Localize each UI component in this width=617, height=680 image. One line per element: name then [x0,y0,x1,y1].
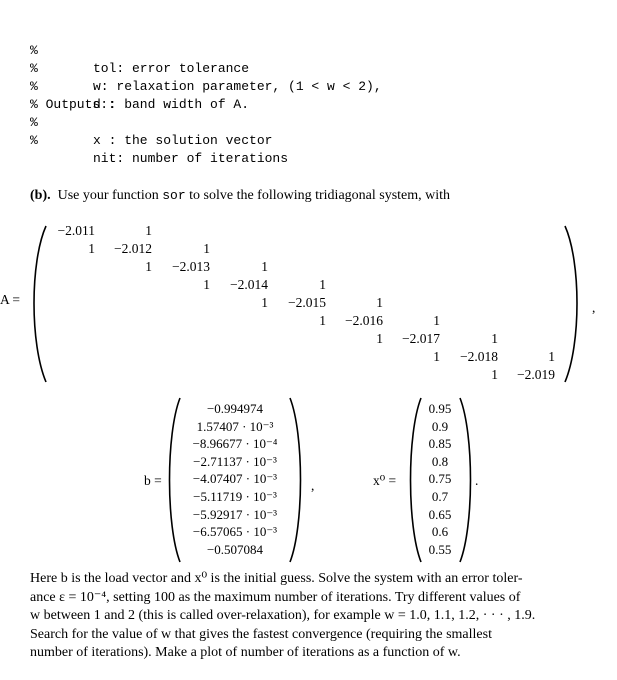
matrix-diagonal-entry: −2.012 [114,241,152,256]
comment-text: d : band width of A. [93,97,250,112]
vector-b-entry: −0.507084 [206,541,264,557]
vector-x0-entry: 0.6 [431,524,449,540]
vector-x0-trailing-period: . [475,473,479,488]
comment-marker: % [30,61,38,76]
matrix-a-left-paren [34,226,46,382]
matrix-offdiagonal-entry: 1 [261,259,268,274]
matrix-a-right-paren [565,226,577,382]
function-name: sor [162,188,186,203]
vector-x0-entry: 0.7 [431,489,449,504]
part-b-text-before: Use your function [57,188,159,203]
comment-text: tol: error tolerance [93,61,250,76]
paragraph-line: w between 1 and 2 (this is called over-relaxation), for example w = 1.0, 1.1, 1.2, · · · , 1.9. [30,608,536,623]
matrix-a-trailing-comma: , [592,300,596,315]
vector-b-entry: −5.92917 · 10⁻³ [192,506,278,522]
matrix-diagonal-entry: −2.019 [517,367,555,382]
matrix-offdiagonal-entry: 1 [491,331,498,346]
matrix-offdiagonal-entry: 1 [433,349,440,364]
matrix-offdiagonal-entry: 1 [433,313,440,328]
matrix-offdiagonal-entry: 1 [319,277,326,292]
matrix-diagonal-entry: −2.011 [57,223,95,238]
vector-x0-entry: 0.65 [428,506,452,522]
vector-b-entry: −6.57065 · 10⁻³ [192,524,278,540]
matrix-diagonal-entry: −2.017 [402,331,440,346]
vector-x0-entry: 0.85 [428,436,452,452]
vector-b-entry: −4.07407 · 10⁻³ [192,471,278,487]
comment-marker: % [30,115,38,130]
part-b-text-after: to solve the following tridiagonal system, with [189,188,451,203]
matrix-diagonal-entry: −2.018 [460,349,498,364]
paragraph-line: Here b is the load vector and x⁰ is the initial guess. Solve the system with an error toler- [30,571,523,586]
vector-x0-entry: 0.9 [431,418,449,434]
vector-b-label: b = [144,473,162,488]
vector-x0-left-paren [411,398,422,562]
vector-x0-entry: 0.8 [431,453,449,469]
paragraph-line: number of iterations). Make a plot of number of iterations as a function of w. [30,645,461,660]
matrix-offdiagonal-entry: 1 [88,241,95,256]
vector-x0-entry: 0.55 [428,541,452,557]
matrix-offdiagonal-entry: 1 [376,331,383,346]
vector-b-entry: −0.994974 [206,401,264,416]
matrix-offdiagonal-entry: 1 [376,295,383,310]
matrix-a-label: A = [0,292,20,307]
matrix-offdiagonal-entry: 1 [145,259,152,274]
vector-b-left-paren [170,398,181,562]
matrix-offdiagonal-entry: 1 [203,277,210,292]
matrix-offdiagonal-entry: 1 [145,223,152,238]
comment-text: x : the solution vector [93,133,273,148]
paragraph-line: ance ε = 10⁻⁴, setting 100 as the maximum number of iterations. Try different values of [30,589,521,605]
matrix-offdiagonal-entry: 1 [491,367,498,382]
vector-x0-entry: 0.75 [428,471,452,487]
vector-x0-entry: 0.95 [428,401,452,416]
matrix-offdiagonal-entry: 1 [548,349,555,364]
part-b-label: (b). [30,188,51,203]
vector-b-entry: 1.57407 · 10⁻³ [196,418,274,434]
comment-marker: % [30,79,38,94]
matrix-diagonal-entry: −2.015 [288,295,326,310]
vector-b-right-paren [290,398,301,562]
matrix-diagonal-entry: −2.016 [345,313,383,328]
comment-text: w: relaxation parameter, (1 < w < 2), [93,79,382,94]
comment-text: nit: number of iterations [93,151,289,166]
vector-b-entry: −8.96677 · 10⁻⁴ [192,436,278,452]
comment-marker: % [30,133,38,148]
vector-b-trailing-comma: , [311,478,315,493]
matrix-offdiagonal-entry: 1 [203,241,210,256]
problem-paragraph [30,570,595,663]
vector-x0-label: x⁰ = [373,473,397,488]
vector-b-entry: −2.71137 · 10⁻³ [193,453,277,469]
matrix-offdiagonal-entry: 1 [319,313,326,328]
paragraph-line: Search for the value of w that gives the fastest convergence (requiring the smallest [30,626,492,642]
vector-x0-right-paren [460,398,471,562]
matrix-diagonal-entry: −2.013 [172,259,210,274]
comment-marker: % Outputs:: [30,97,116,112]
matrix-offdiagonal-entry: 1 [261,295,268,310]
vector-b-entry: −5.11719 · 10⁻³ [193,489,277,504]
comment-marker: % [30,43,38,58]
matrix-diagonal-entry: −2.014 [230,277,268,292]
